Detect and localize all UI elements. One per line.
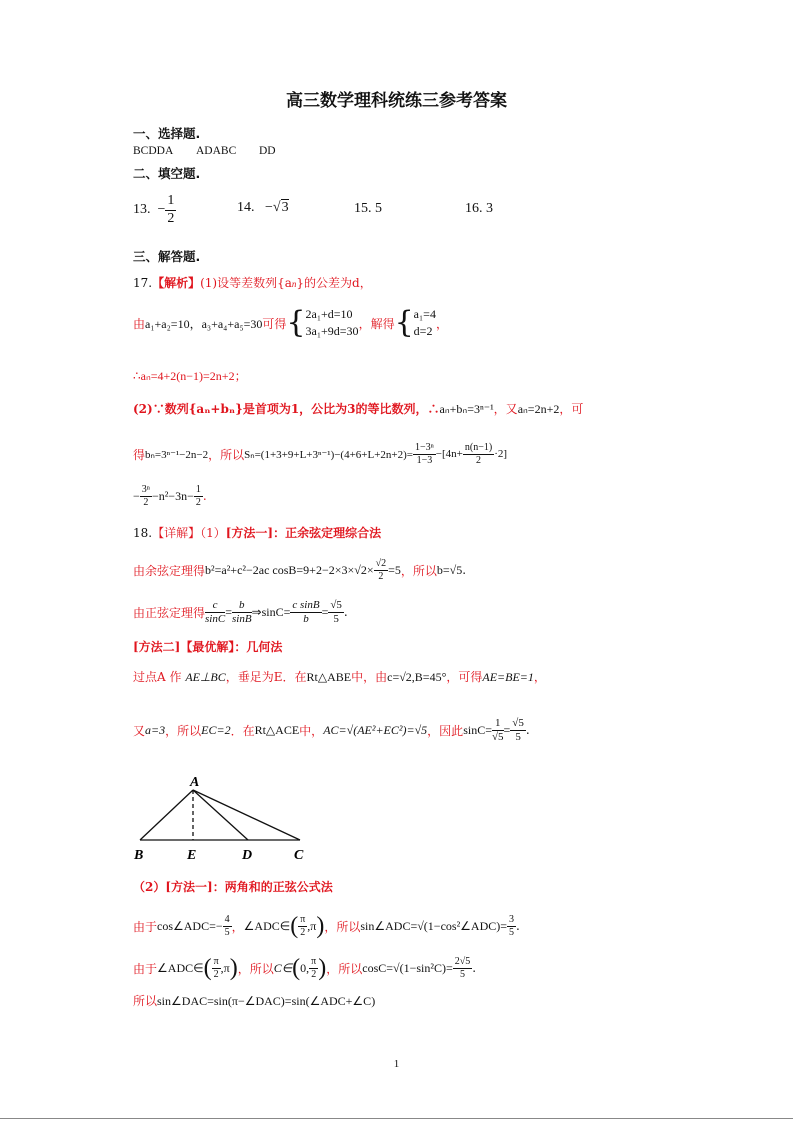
section-heading-solve: 三、解答题. [133, 249, 201, 264]
label-c: C [294, 848, 304, 863]
q17-line6: − $\frac{\text{3ⁿ}}{2}$ −n²−3n− $\frac{1}{2}$ . [133, 484, 207, 508]
choice-answers-3: DD [259, 145, 276, 157]
fill-answer-13 [133, 188, 176, 232]
q18-part2-heading: （2）[方法一]：两角和的正弦公式法 [133, 880, 333, 894]
q18-line1: 18.【详解】（1）[方法一]：正余弦定理综合法 [133, 526, 382, 540]
page-title: 高三数学理科统练三参考答案 [286, 91, 507, 111]
q18-part2-line1: 由于 cos∠ADC= − $\frac{4}{5}$ ， ∠ADC∈ ( $\frac{\pi}{2}$ ,π ) ，所以 sin∠ADC=√(1−cos²∠ADC)= $\frac{3}{5}$ . [133, 912, 520, 939]
label-b: B [134, 848, 144, 863]
page-bottom-rule [0, 1118, 793, 1119]
q17-line3: ∴aₙ=4+2(n−1)=2n+2； [133, 369, 247, 383]
fill-num-14: 14. [237, 200, 255, 215]
label-d: D [242, 848, 253, 863]
q18-geometry-line1: 过点A 作 AE⊥BC，垂足为E．在Rt△ABE中，由c=√2,B=45°，可得AE=BE=1， [133, 670, 546, 684]
segment-ac [193, 790, 300, 840]
label-e: E [187, 848, 197, 863]
section-heading-choice: 一、选择题. [133, 126, 201, 141]
triangle-figure [130, 770, 315, 865]
fill-answer-14: 14. −√3 [237, 200, 289, 215]
q17-line5: 得 bₙ=3ⁿ⁻¹−2n−2 ，所以 Sₙ=(1+3+9+L+3ⁿ⁻¹)−(4+6+L+2n+2)= $\frac{\text{1−3ⁿ}}{1-3}$ −[4n+ $\frac{n(n-1)}{2}$ ·2] [133, 442, 508, 466]
q17-line4: (2)∵数列{aₙ+bₙ}是首项为1，公比为3的等比数列，∴aₙ+bₙ=3ⁿ⁻¹，又aₙ=2n+2，可 [133, 402, 584, 416]
choice-answers-1: BCDDA [133, 145, 174, 157]
q18-part2-line3: 所以sin∠DAC=sin(π−∠DAC)=sin(∠ADC+∠C) [133, 994, 376, 1008]
fill-answer-16: 16. 3 [465, 201, 493, 216]
page-number: 1 [393, 1058, 400, 1070]
choice-answers-2: ADABC [196, 145, 237, 157]
q18-part2-line2: 由于 ∠ADC∈ ( $\frac{\pi}{2}$ ,π ) ，所以 C∈ ( 0, $\frac{\pi}{2}$ ) ，所以 cosC=√(1−sin²C)= $\frac{2√5}{5}$ . [133, 954, 477, 981]
q17-line1: 17.【解析】(1)设等差数列{an}的公差为d， [133, 276, 372, 290]
fill-answer-15: 15. 5 [354, 201, 382, 216]
q17-system-1: 2a₁+d=10 3a₁+9d=30 [305, 306, 359, 338]
segment-ad [193, 790, 248, 840]
fill-frac-13: $\frac{1}{2}$ [167, 193, 175, 226]
q18-method2-heading: [方法二]【最优解】：几何法 [133, 640, 283, 654]
q18-sine-line: 由正弦定理得 $\frac{c}{\sin C}$ = $\frac{b}{\sin B}$ ⇒sinC= $\frac{\text{c sinB}}{b}$ = $\frac{√5}{5}$ . [133, 598, 348, 625]
fill-sign-13: − [157, 202, 166, 217]
section-heading-fill: 二、填空题. [133, 166, 201, 181]
fill-num-13: 13. [133, 202, 151, 217]
q17-system-2: a₁=4 d=2 [413, 306, 436, 338]
segment-ab [140, 790, 193, 840]
q18-geometry-line2: 又 a=3 ，所以 EC=2 ．在 Rt△ACE 中， AC=√(AE²+EC²)=√5 ，因此 sinC= $\frac{1}{√5}$ = $\frac{√5}{5}$ . [133, 716, 530, 743]
q18-cosine-line: 由余弦定理得 b²=a²+c²−2ac cosB=9+2−2×3×√2× $\frac{√2}{2}$ =5 ，所以 b=√5 . [133, 558, 467, 582]
q17-line2: 由 a₁+a₂=10，a₃+a₄+a₅=30 可得 { 2a₁+d=10 3a₁+9d=30 ，解得 { a₁=4 d=2 ， [133, 305, 448, 340]
label-a: A [190, 775, 200, 790]
